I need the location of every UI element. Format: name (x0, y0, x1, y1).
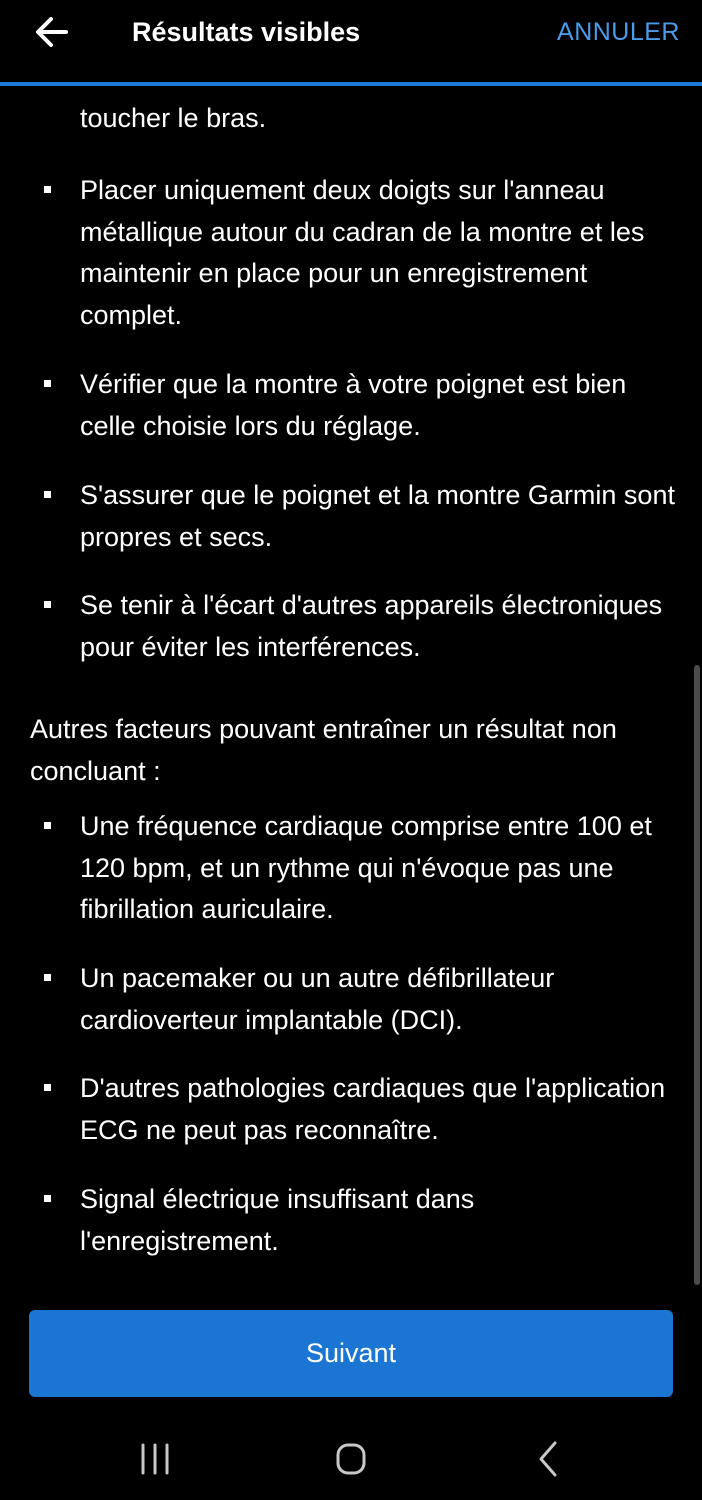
list-item-text: Vérifier que la montre à votre poignet est bien celle choisie lors du réglage. (80, 369, 627, 441)
page-title: Résultats visibles (132, 17, 361, 47)
system-nav-bar (0, 1415, 702, 1500)
scroll-content[interactable] (0, 86, 702, 1286)
home-button[interactable] (326, 1437, 376, 1481)
list-item-text: S'assurer que le poignet et la montre Garmin sont propres et secs. (80, 480, 675, 552)
home-icon (326, 1437, 376, 1481)
bullet-icon (44, 491, 51, 498)
arrow-left-icon (30, 10, 74, 54)
system-back-button[interactable] (522, 1437, 572, 1481)
scrollbar[interactable] (694, 665, 700, 1285)
back-button[interactable] (30, 10, 74, 54)
list-item-text: Placer uniquement deux doigts sur l'anneau métallique autour du cadran de la montre et les maintenir en place pour un enregistrement complet. (80, 175, 645, 330)
bullet-icon (44, 601, 51, 608)
bullet-icon (44, 1084, 51, 1091)
recent-apps-icon (130, 1437, 180, 1481)
list-item-text: Se tenir à l'écart d'autres appareils électroniques pour éviter les interférences. (80, 590, 663, 662)
header-divider (0, 82, 702, 86)
continued-text: toucher le bras. (80, 103, 267, 133)
list-item-text: Un pacemaker ou un autre défibrillateur cardioverteur implantable (DCI). (80, 963, 555, 1035)
bullet-icon (44, 822, 51, 829)
bullet-icon (44, 974, 51, 981)
list-item-text: Signal électrique insuffisant dans l'enregistrement. (80, 1184, 475, 1256)
bullet-icon (44, 1195, 51, 1202)
recent-apps-button[interactable] (130, 1437, 180, 1481)
top-app-bar (0, 0, 702, 84)
list-item-text: Une fréquence cardiaque comprise entre 100 et 120 bpm, et un rythme qui n'évoque pas une fibrillation auriculaire. (80, 811, 652, 924)
section-paragraph: Autres facteurs pouvant entraîner un résultat non concluant : (30, 714, 617, 786)
bullet-icon (44, 186, 51, 193)
next-button[interactable]: Suivant (29, 1310, 673, 1397)
cancel-button[interactable]: ANNULER (557, 18, 680, 46)
back-chevron-icon (522, 1437, 572, 1481)
bullet-icon (44, 380, 51, 387)
list-item-text: D'autres pathologies cardiaques que l'application ECG ne peut pas reconnaître. (80, 1073, 666, 1145)
